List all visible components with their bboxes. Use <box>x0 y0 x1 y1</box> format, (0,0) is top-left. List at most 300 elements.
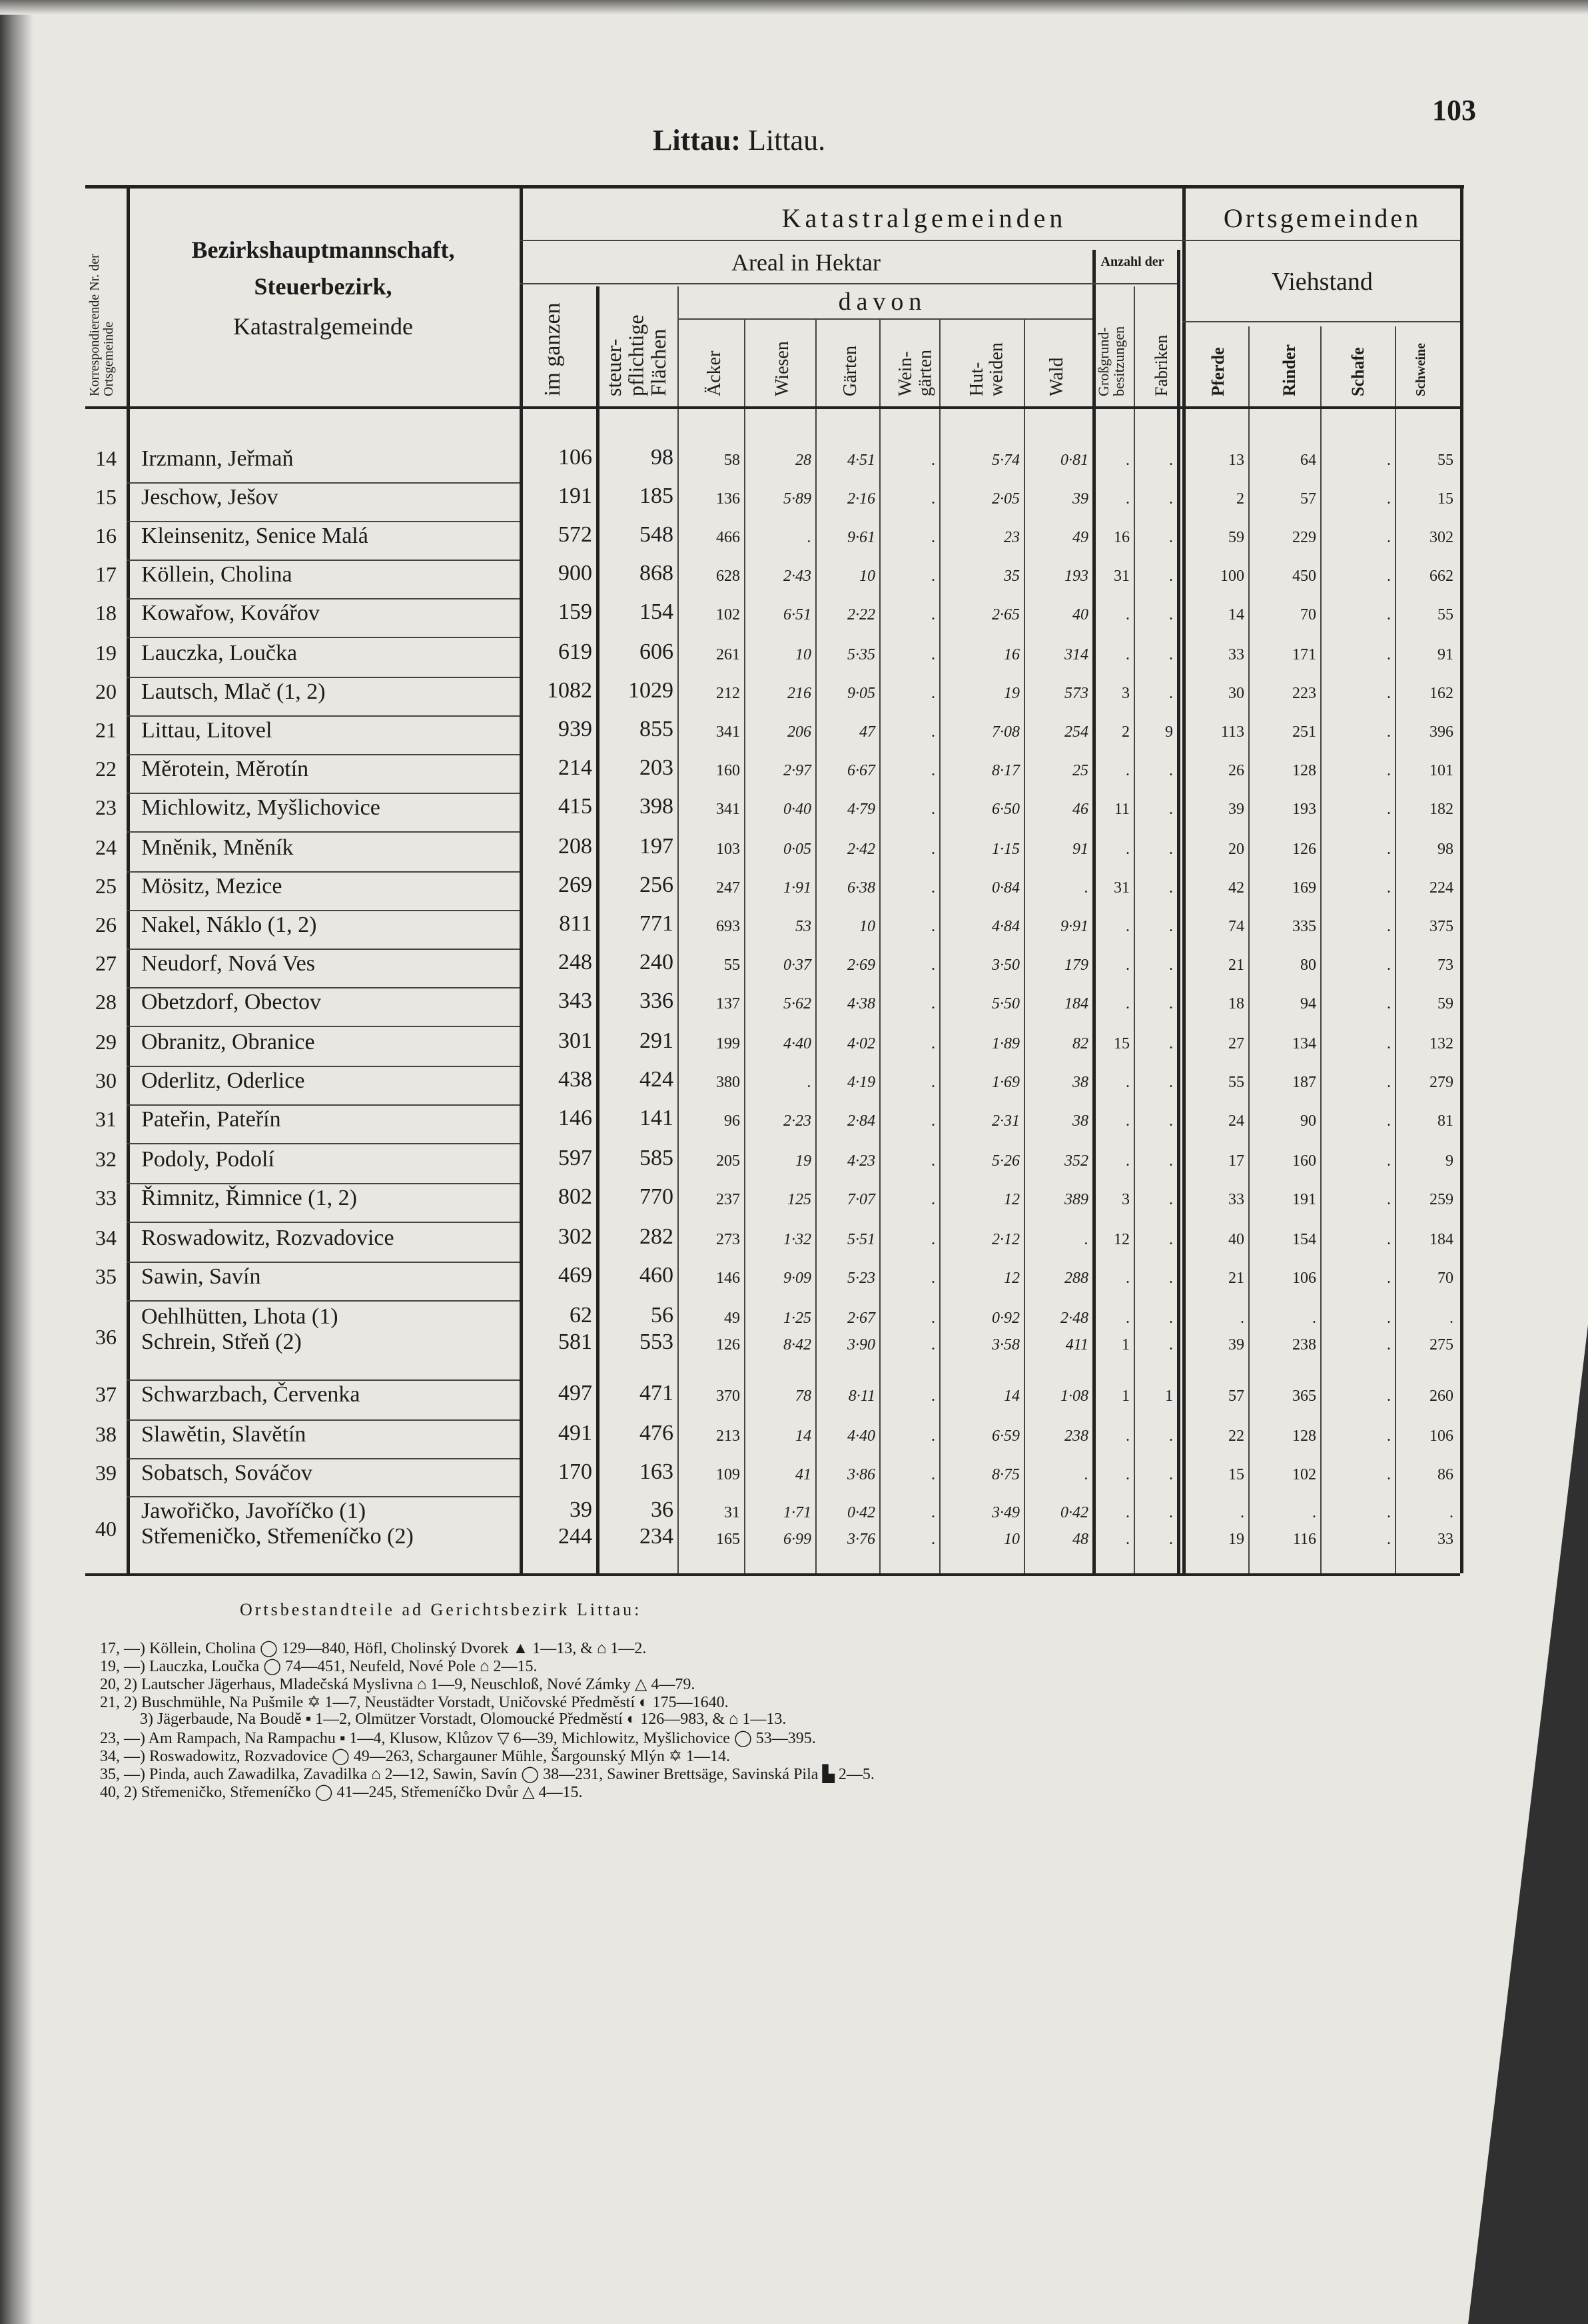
table-cell: . <box>1126 1504 1130 1521</box>
table-cell: 476 <box>639 1421 673 1445</box>
table-cell: 5·23 <box>847 1270 875 1287</box>
col-hutweiden: Hut-weiden <box>967 342 1007 396</box>
table-cell: 179 <box>1064 957 1088 974</box>
table-cell: 238 <box>1292 1336 1316 1354</box>
table-cell: . <box>1126 1152 1130 1170</box>
table-cell: 102 <box>716 606 740 623</box>
col-anzahl: Anzahl der <box>1100 254 1164 269</box>
table-cell: 9 <box>1165 723 1173 741</box>
table-cell: . <box>931 646 935 663</box>
table-cell: 254 <box>1064 723 1088 741</box>
table-cell: . <box>1169 1531 1173 1548</box>
table-cell: 39 <box>1228 801 1244 818</box>
table-cell: 466 <box>716 529 740 546</box>
table-cell: 2·05 <box>992 490 1020 508</box>
table-rule-horizontal <box>127 1300 520 1302</box>
table-cell: 855 <box>639 717 673 741</box>
table-cell: 213 <box>716 1427 740 1445</box>
table-cell: . <box>1169 568 1173 585</box>
table-cell: 6·50 <box>992 801 1020 818</box>
header-rest: Littau. <box>748 124 826 157</box>
table-cell: . <box>1240 1504 1244 1521</box>
table-cell: 1 <box>1122 1387 1130 1405</box>
table-cell: 55 <box>1228 1074 1244 1091</box>
row-name: Irzmann, Jeřmaň <box>141 446 294 471</box>
table-cell: . <box>1169 1231 1173 1248</box>
table-cell: 5·89 <box>783 490 811 508</box>
table-cell: 46 <box>1072 801 1088 818</box>
table-cell: 234 <box>639 1524 673 1549</box>
table-cell: 94 <box>1300 995 1316 1012</box>
table-rule-horizontal <box>127 521 520 522</box>
table-cell: 2·31 <box>992 1112 1020 1130</box>
district-title-2: Steuerbezirk, <box>254 273 392 300</box>
table-cell: 548 <box>639 522 673 547</box>
table-cell: . <box>1387 452 1391 469</box>
row-number: 36 <box>95 1324 117 1349</box>
note-line: 21, 2) Buschmühle, Na Pušmile ✡ 1—7, Neustädter Vorstadt, Uničovské Předměstí ◐ 175—1640. <box>100 1694 729 1711</box>
row-name-second: Schrein, Střeň (2) <box>141 1330 302 1354</box>
table-cell: 302 <box>1429 529 1453 546</box>
row-name: Jawořičko, Javoříčko (1) <box>141 1499 366 1523</box>
table-cell: 0·42 <box>847 1504 875 1521</box>
table-cell: 301 <box>558 1028 592 1053</box>
table-cell: 1 <box>1122 1336 1130 1354</box>
table-cell: . <box>931 1035 935 1052</box>
col-ortsgemeinden: Ortsgemeinden <box>1223 203 1421 233</box>
table-cell: . <box>1169 801 1173 818</box>
table-cell: 2·43 <box>783 568 811 585</box>
col-acker: Äcker <box>704 350 725 396</box>
table-cell: 169 <box>1292 879 1316 897</box>
row-name: Oderlitz, Oderlice <box>141 1068 305 1093</box>
table-cell: 2·65 <box>992 606 1020 623</box>
table-cell: . <box>931 918 935 935</box>
table-cell: . <box>1169 879 1173 897</box>
row-number: 16 <box>95 524 117 548</box>
table-cell: 8·75 <box>992 1466 1020 1483</box>
table-cell: 55 <box>724 957 740 974</box>
table-cell: 191 <box>558 484 592 508</box>
row-number: 34 <box>95 1226 117 1250</box>
table-cell: 159 <box>558 599 592 624</box>
table-cell: . <box>1387 1152 1391 1170</box>
table-cell: 415 <box>558 794 592 819</box>
table-cell: . <box>931 606 935 623</box>
page-number: 103 <box>1432 94 1476 127</box>
table-cell: 39 <box>570 1497 592 1522</box>
table-cell: . <box>1387 1466 1391 1483</box>
table-cell: . <box>1387 1074 1391 1091</box>
table-cell: . <box>1126 1310 1130 1327</box>
table-cell: 23 <box>1004 529 1020 546</box>
table-cell: . <box>1084 1231 1088 1248</box>
table-cell: 4·38 <box>847 995 875 1012</box>
table-cell: 22 <box>1228 1427 1244 1445</box>
table-cell: 2·69 <box>847 957 875 974</box>
table-cell: 33 <box>1228 1191 1244 1208</box>
table-cell: 42 <box>1228 879 1244 897</box>
table-cell: 1082 <box>547 678 592 703</box>
col-im-ganzen: im ganzen <box>540 302 565 396</box>
table-cell: . <box>1169 490 1173 508</box>
row-number: 17 <box>95 562 117 586</box>
table-cell: . <box>931 685 935 702</box>
table-cell: 573 <box>1064 685 1088 702</box>
table-cell: . <box>931 1531 935 1548</box>
table-cell: 19 <box>1004 685 1020 702</box>
table-cell: 8·11 <box>848 1387 875 1405</box>
table-cell: 396 <box>1429 723 1453 741</box>
table-cell: 208 <box>558 834 592 859</box>
table-cell: 597 <box>558 1146 592 1170</box>
table-cell: 12 <box>1004 1270 1020 1287</box>
table-cell: 6·51 <box>783 606 811 623</box>
table-cell: 59 <box>1437 995 1453 1012</box>
table-cell: 693 <box>716 918 740 935</box>
table-cell: . <box>1169 1074 1173 1091</box>
table-cell: . <box>1240 1310 1244 1327</box>
table-cell: 14 <box>795 1427 811 1445</box>
table-rule-horizontal <box>127 1262 520 1263</box>
table-cell: 182 <box>1429 801 1453 818</box>
table-cell: 16 <box>1004 646 1020 663</box>
table-cell: 134 <box>1292 1035 1316 1052</box>
table-cell: . <box>1169 1035 1173 1052</box>
table-cell: 13 <box>1228 452 1244 469</box>
table-cell: . <box>1169 1466 1173 1483</box>
table-cell: 81 <box>1437 1112 1453 1130</box>
table-cell: . <box>931 1270 935 1287</box>
table-cell: . <box>931 1336 935 1354</box>
table-cell: 0·40 <box>783 801 811 818</box>
table-cell: 49 <box>1072 529 1088 546</box>
table-cell: 2·16 <box>847 490 875 508</box>
table-cell: 184 <box>1429 1231 1453 1248</box>
table-cell: . <box>1126 1270 1130 1287</box>
table-cell: 31 <box>1114 568 1130 585</box>
table-cell: 1·71 <box>783 1504 811 1521</box>
table-rule-horizontal <box>85 406 1460 409</box>
table-cell: 212 <box>716 685 740 702</box>
table-cell: . <box>1169 452 1173 469</box>
table-cell: . <box>931 1191 935 1208</box>
table-cell: 260 <box>1429 1387 1453 1405</box>
table-cell: 7·07 <box>847 1191 875 1208</box>
table-cell: . <box>807 1074 811 1091</box>
table-cell: 113 <box>1220 723 1244 741</box>
table-cell: 237 <box>716 1191 740 1208</box>
table-cell: 269 <box>558 873 592 897</box>
table-cell: 5·62 <box>783 995 811 1012</box>
table-cell: 2·12 <box>992 1231 1020 1248</box>
table-cell: . <box>1387 568 1391 585</box>
table-rule-horizontal <box>127 1026 520 1027</box>
table-cell: 438 <box>558 1067 592 1092</box>
row-number: 21 <box>95 718 117 742</box>
table-cell: . <box>1169 957 1173 974</box>
row-number: 22 <box>95 757 117 781</box>
table-cell: 5·35 <box>847 646 875 663</box>
table-rule-horizontal <box>127 1379 520 1381</box>
table-cell: . <box>931 1427 935 1445</box>
table-cell: 0·92 <box>992 1310 1020 1327</box>
row-name: Roswadowitz, Rozvadovice <box>141 1226 394 1250</box>
table-rule-vertical <box>1177 250 1180 1573</box>
table-cell: 1·91 <box>783 879 811 897</box>
table-cell: . <box>1126 841 1130 858</box>
table-cell: 14 <box>1004 1387 1020 1405</box>
row-name: Jeschow, Ješov <box>141 485 278 510</box>
table-cell: . <box>1449 1504 1453 1521</box>
table-cell: 2·97 <box>783 762 811 779</box>
row-name: Řimnitz, Řimnice (1, 2) <box>141 1186 357 1210</box>
table-cell: 9·61 <box>847 529 875 546</box>
table-cell: . <box>1387 606 1391 623</box>
table-cell: 154 <box>1292 1231 1316 1248</box>
table-cell: 80 <box>1300 957 1316 974</box>
table-cell: . <box>1169 685 1173 702</box>
table-rule-horizontal <box>677 318 1092 320</box>
table-cell: 2·42 <box>847 841 875 858</box>
table-cell: 224 <box>1429 879 1453 897</box>
note-line: 17, —) Köllein, Cholina ◯ 129—840, Höfl, Cholinský Dvorek ▲ 1—13, & ⌂ 1—2. <box>100 1640 647 1657</box>
table-cell: 8·42 <box>783 1336 811 1354</box>
table-cell: 126 <box>716 1336 740 1354</box>
table-cell: 10 <box>859 568 875 585</box>
table-rule-horizontal <box>127 1222 520 1223</box>
table-rule-horizontal <box>127 1419 520 1421</box>
table-cell: 58 <box>724 452 740 469</box>
table-cell: . <box>1169 646 1173 663</box>
table-cell: 125 <box>787 1191 811 1208</box>
row-name: Měrotein, Měrotín <box>141 757 309 781</box>
table-cell: . <box>931 1387 935 1405</box>
table-cell: 6·38 <box>847 879 875 897</box>
table-cell: . <box>1126 452 1130 469</box>
row-name: Sawin, Savín <box>141 1264 261 1289</box>
table-cell: 18 <box>1228 995 1244 1012</box>
table-cell: . <box>1126 1466 1130 1483</box>
table-cell: 1·69 <box>992 1074 1020 1091</box>
table-rule-horizontal <box>127 637 520 638</box>
table-cell: 4·40 <box>847 1427 875 1445</box>
row-number: 32 <box>95 1147 117 1171</box>
table-cell: . <box>1169 1310 1173 1327</box>
table-cell: . <box>1387 1504 1391 1521</box>
table-cell: . <box>931 995 935 1012</box>
table-cell: 214 <box>558 755 592 780</box>
table-cell: 146 <box>558 1106 592 1130</box>
row-name: Lautsch, Mlač (1, 2) <box>141 679 326 704</box>
table-cell: 197 <box>639 834 673 859</box>
table-rule-vertical <box>1395 326 1396 1573</box>
col-grossgrund: Großgrund-besitzungen <box>1095 326 1128 396</box>
table-cell: 28 <box>795 452 811 469</box>
table-cell: . <box>1387 685 1391 702</box>
table-cell: 3·49 <box>992 1504 1020 1521</box>
table-cell: 553 <box>639 1330 673 1354</box>
table-cell: . <box>1126 957 1130 974</box>
row-number: 38 <box>95 1422 117 1446</box>
table-cell: . <box>1387 646 1391 663</box>
table-cell: . <box>1387 1231 1391 1248</box>
table-cell: 21 <box>1228 957 1244 974</box>
col-weingaerten: Wein-gärten <box>895 350 936 396</box>
table-cell: . <box>1169 1152 1173 1170</box>
table-rule-horizontal <box>127 910 520 911</box>
table-cell: 619 <box>558 639 592 664</box>
table-cell: 238 <box>1064 1427 1088 1445</box>
table-cell: . <box>931 529 935 546</box>
row-name: Sobatsch, Sováčov <box>141 1461 312 1485</box>
table-cell: 106 <box>1292 1270 1316 1287</box>
table-rule-horizontal <box>127 1143 520 1144</box>
table-cell: 17 <box>1228 1152 1244 1170</box>
table-cell: 3·76 <box>847 1531 875 1548</box>
table-cell: 5·50 <box>992 995 1020 1012</box>
table-cell: 59 <box>1228 529 1244 546</box>
table-cell: 193 <box>1292 801 1316 818</box>
table-cell: 291 <box>639 1028 673 1053</box>
col-rinder: Rinder <box>1280 344 1299 396</box>
table-rule-horizontal <box>127 715 520 717</box>
table-cell: 70 <box>1437 1270 1453 1287</box>
table-cell: 3·86 <box>847 1466 875 1483</box>
table-cell: 98 <box>1437 841 1453 858</box>
table-cell: 106 <box>558 445 592 470</box>
table-cell: 171 <box>1292 646 1316 663</box>
table-cell: 10 <box>1004 1531 1020 1548</box>
table-cell: 15 <box>1437 490 1453 508</box>
table-cell: 1·08 <box>1060 1387 1088 1405</box>
col-schweine: Schweine <box>1413 343 1428 396</box>
note-line: 35, —) Pinda, auch Zawadilka, Zavadilka ⌂ 2—12, Sawin, Savín ◯ 38—231, Sawiner Brettsäge, Savinská Pila ▙ 2—5. <box>100 1766 875 1783</box>
table-cell: 0·37 <box>783 957 811 974</box>
table-cell: 26 <box>1228 762 1244 779</box>
table-cell: 244 <box>558 1524 592 1549</box>
table-cell: 14 <box>1228 606 1244 623</box>
table-rule-horizontal <box>127 1183 520 1184</box>
row-name: Köllein, Cholina <box>141 562 292 587</box>
table-cell: . <box>1084 879 1088 897</box>
table-cell: 811 <box>559 911 592 936</box>
table-cell: 4·23 <box>847 1152 875 1170</box>
table-cell: 4·02 <box>847 1035 875 1052</box>
table-cell: 193 <box>1064 568 1088 585</box>
table-cell: 1 <box>1165 1387 1173 1405</box>
scan-edge-left <box>0 0 33 2324</box>
table-cell: . <box>1169 918 1173 935</box>
table-cell: 185 <box>639 484 673 508</box>
table-cell: 460 <box>639 1263 673 1288</box>
row-name: Pateřin, Pateřín <box>141 1107 281 1132</box>
table-cell: 3·58 <box>992 1336 1020 1354</box>
table-cell: 35 <box>1004 568 1020 585</box>
table-cell: 424 <box>639 1067 673 1092</box>
table-cell: . <box>1312 1310 1316 1327</box>
table-cell: 31 <box>1114 879 1130 897</box>
table-cell: 10 <box>859 918 875 935</box>
table-cell: 31 <box>724 1504 740 1521</box>
table-cell: 137 <box>716 995 740 1012</box>
table-cell: 247 <box>716 879 740 897</box>
table-cell: 128 <box>1292 1427 1316 1445</box>
table-cell: 132 <box>1429 1035 1453 1052</box>
table-cell: 16 <box>1114 529 1130 546</box>
table-cell: 47 <box>859 723 875 741</box>
table-cell: 100 <box>1220 568 1244 585</box>
table-cell: . <box>1084 1466 1088 1483</box>
table-cell: 450 <box>1292 568 1316 585</box>
table-cell: 352 <box>1064 1152 1088 1170</box>
table-cell: 9·05 <box>847 685 875 702</box>
scan-corner-shadow <box>1468 1325 1588 2324</box>
table-cell: . <box>1387 1270 1391 1287</box>
table-cell: 109 <box>716 1466 740 1483</box>
table-cell: 1029 <box>628 678 673 703</box>
table-cell: 341 <box>716 801 740 818</box>
table-rule-vertical <box>1460 188 1463 1573</box>
table-cell: 4·51 <box>847 452 875 469</box>
table-cell: . <box>1387 1336 1391 1354</box>
table-cell: 606 <box>639 639 673 664</box>
table-cell: 48 <box>1072 1531 1088 1548</box>
table-cell: 154 <box>639 599 673 624</box>
table-cell: 116 <box>1292 1531 1316 1548</box>
table-cell: 5·74 <box>992 452 1020 469</box>
table-cell: 163 <box>639 1459 673 1484</box>
table-cell: 380 <box>716 1074 740 1091</box>
row-number: 30 <box>95 1068 117 1092</box>
table-cell: 389 <box>1064 1191 1088 1208</box>
table-rule-vertical <box>127 188 130 1573</box>
table-cell: 126 <box>1292 841 1316 858</box>
table-cell: 33 <box>1228 646 1244 663</box>
table-cell: 187 <box>1292 1074 1316 1091</box>
table-cell: . <box>931 452 935 469</box>
table-cell: . <box>931 879 935 897</box>
table-cell: 62 <box>570 1303 592 1328</box>
table-cell: 259 <box>1429 1191 1453 1208</box>
table-cell: . <box>1169 1336 1173 1354</box>
table-cell: 2 <box>1122 723 1130 741</box>
table-cell: 302 <box>558 1224 592 1249</box>
table-cell: . <box>1126 1531 1130 1548</box>
table-cell: 375 <box>1429 918 1453 935</box>
table-cell: 56 <box>651 1303 673 1328</box>
table-cell: 6·67 <box>847 762 875 779</box>
table-cell: 10 <box>795 646 811 663</box>
row-name: Oehlhütten, Lhota (1) <box>141 1304 338 1329</box>
page-header <box>653 123 825 157</box>
scan-edge-top <box>0 0 1588 15</box>
table-cell: 41 <box>795 1466 811 1483</box>
row-name: Obranitz, Obranice <box>141 1030 315 1054</box>
table-cell: 288 <box>1064 1270 1088 1287</box>
table-cell: 335 <box>1292 918 1316 935</box>
table-rule-vertical <box>1248 326 1250 1573</box>
table-cell: 98 <box>651 445 673 470</box>
table-cell: 275 <box>1429 1336 1453 1354</box>
table-cell: 3 <box>1122 1191 1130 1208</box>
row-name: Mněnik, Mněník <box>141 835 294 860</box>
table-rule-horizontal <box>127 754 520 755</box>
table-cell: . <box>931 1112 935 1130</box>
note-line: 34, —) Roswadowitz, Rozvadovice ◯ 49—263, Schargauner Mühle, Šargounský Mlýn ✡ 1—14. <box>100 1748 730 1765</box>
table-cell: 6·99 <box>783 1531 811 1548</box>
table-cell: . <box>1126 1427 1130 1445</box>
